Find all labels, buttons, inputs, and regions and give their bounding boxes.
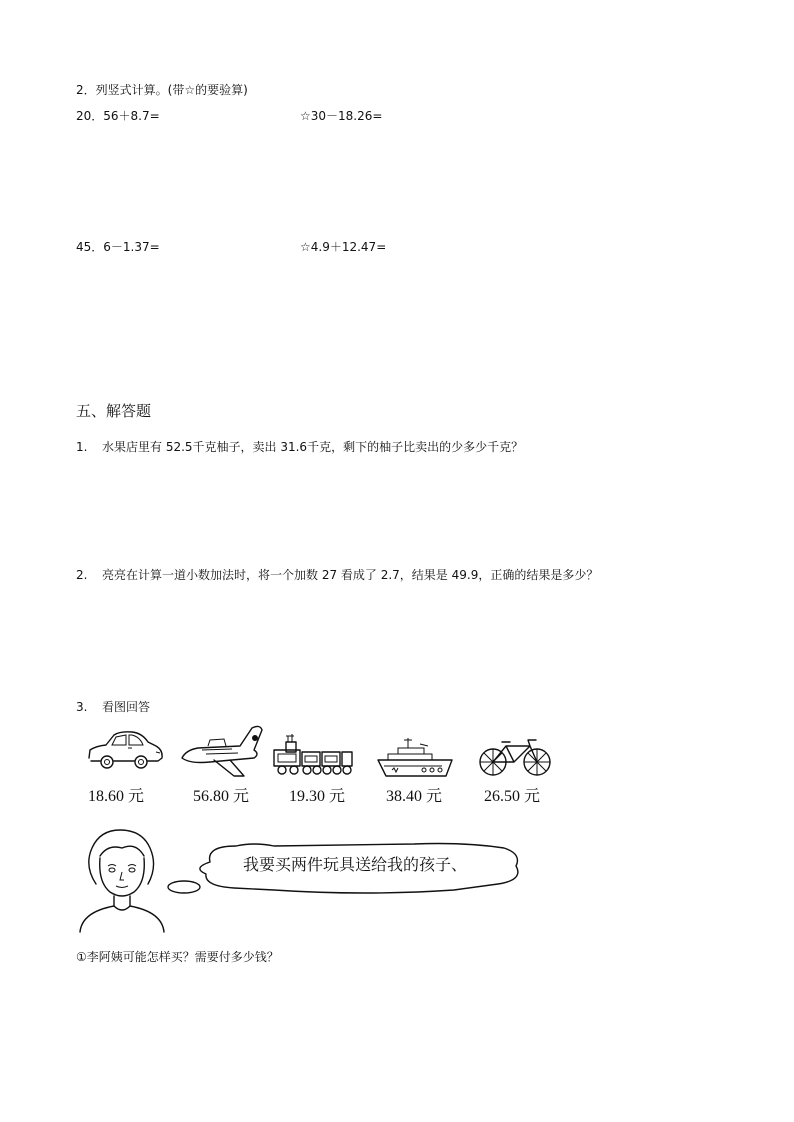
airplane-icon [180,724,266,780]
car-icon [86,728,166,772]
section-heading: 五、解答题 [76,402,152,420]
price-car: 18.60 元 [88,788,145,805]
bubble-text: 我要买两件玩具送给我的孩子、 [243,855,468,874]
ship-icon [376,734,456,780]
question-2-text: 亮亮在计算一道小数加法时，将一个加数 27 看成了 2.7，结果是 49.9，正确的结果是多少？ [102,568,599,582]
price-bicycle: 26.50 元 [484,788,541,805]
bicycle-icon [478,736,552,780]
price-ship: 38.40 元 [386,788,443,805]
price-train: 19.30 元 [289,788,346,805]
problem-4: ☆4.9＋12.47= [300,240,387,254]
price-airplane: 56.80 元 [193,788,250,805]
section-title: 2．列竖式计算。(带☆的要验算) [76,83,248,97]
problem-2: ☆30－18.26= [300,109,383,123]
train-icon [272,730,354,778]
problem-1: 20．56＋8.7= [76,109,160,123]
question-1-number: 1. [76,440,88,454]
woman-figure-icon [78,826,166,934]
question-2-number: 2. [76,568,88,582]
problem-3: 45．6－1.37= [76,240,160,254]
question-1-text: 水果店里有 52.5千克柚子，卖出 31.6千克，剩下的柚子比卖出的少多少千克？ [102,440,524,454]
question-3-number: 3. [76,700,88,714]
question-3-text: 看图回答 [102,700,151,714]
subquestion-1: ①李阿姨可能怎样买？需要付多少钱？ [76,950,279,964]
